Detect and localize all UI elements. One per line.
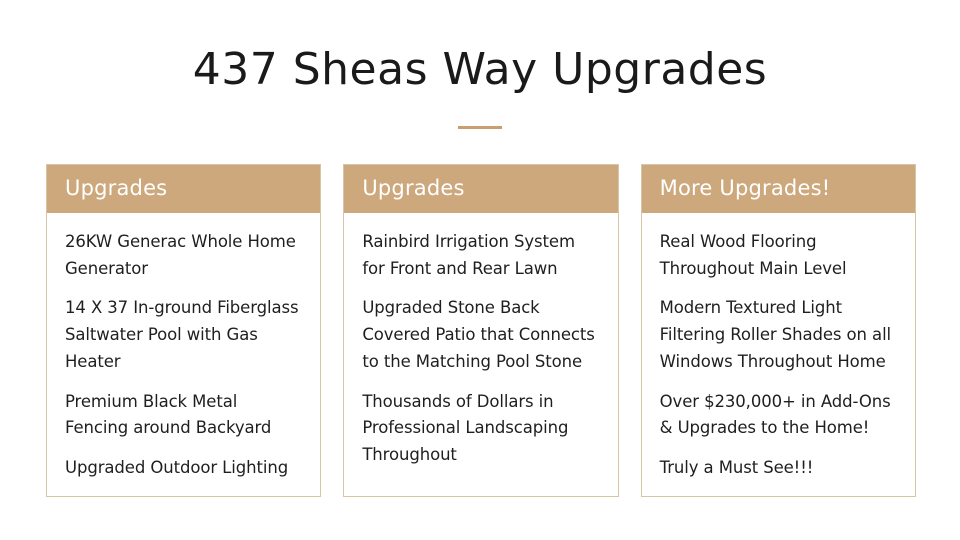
list-item: Upgraded Outdoor Lighting	[65, 458, 289, 478]
list-item: Rainbird Irrigation System for Front and Rear Lawn	[362, 232, 575, 278]
card-body-2	[344, 213, 617, 483]
list-item: Thousands of Dollars in Professional Landscaping Throughout	[362, 391, 569, 465]
page-title: 437 Sheas Way Upgrades	[192, 44, 768, 95]
title-divider	[458, 126, 502, 129]
upgrades-columns	[46, 164, 916, 497]
list-item: Modern Textured Light Filtering Roller Shades on all Windows Throughout Home	[659, 298, 892, 371]
list-item: Over $230,000+ in Add-Ons & Upgrades to the Home!	[659, 391, 891, 438]
list-item: Upgraded Stone Back Covered Patio that Connects to the Matching Pool Stone	[362, 298, 595, 371]
upgrades-card-2	[343, 164, 618, 497]
list-item: Truly a Must See!!!	[659, 458, 814, 478]
list-item: 14 X 37 In-ground Fiberglass Saltwater Pool with Gas Heater	[65, 298, 299, 371]
list-item: 26KW Generac Whole Home Generator	[65, 232, 296, 278]
list-item: Real Wood Flooring Throughout Main Level	[659, 232, 847, 278]
card-header-2: Upgrades	[344, 165, 617, 213]
upgrades-card-3	[641, 164, 916, 497]
card-body-1	[47, 213, 320, 496]
card-header-1: Upgrades	[47, 165, 320, 213]
card-body-3	[642, 213, 915, 496]
card-header-3: More Upgrades!	[642, 165, 915, 213]
upgrades-card-1	[46, 164, 321, 497]
list-item: Premium Black Metal Fencing around Backyard	[65, 391, 272, 438]
